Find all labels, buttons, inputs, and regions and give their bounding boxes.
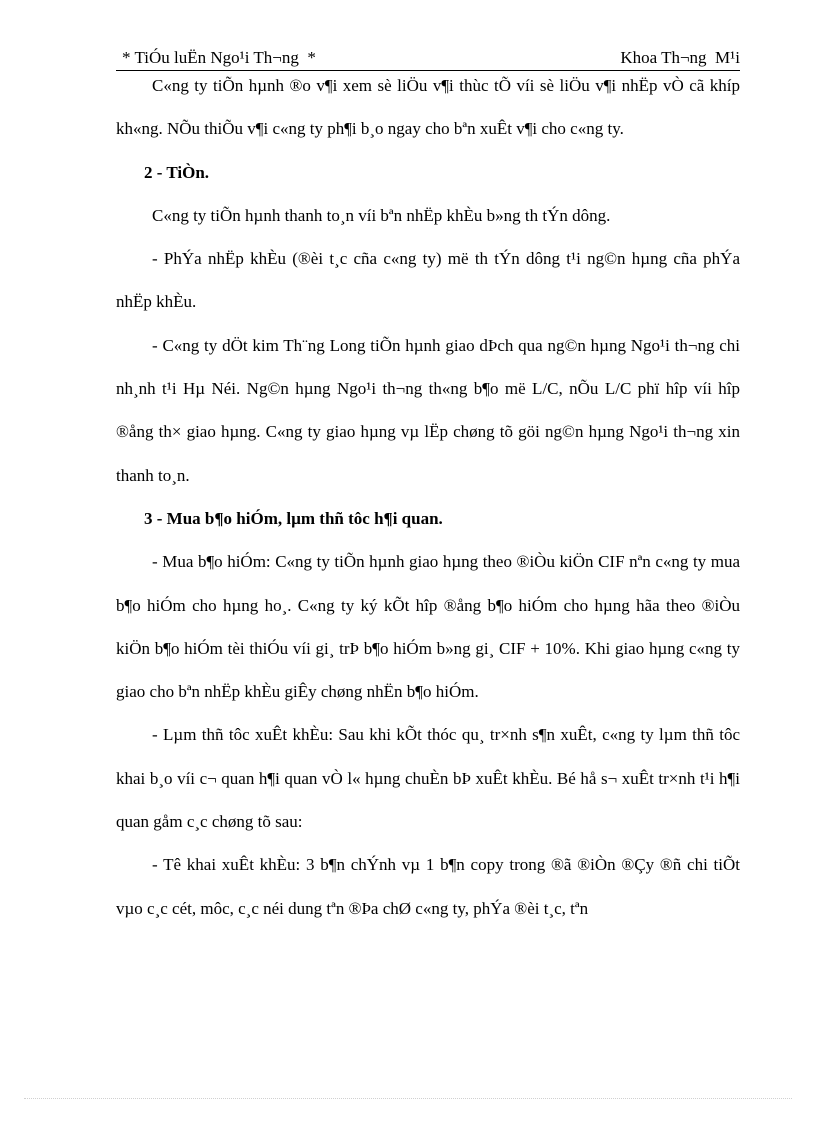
paragraph: - Mua b¶o hiÓm: C«ng ty tiÕn hµnh giao hµng theo ®iÒu kiÖn CIF nªn c«ng ty mua b¶o hiÓm cho hµng ho¸. C«ng ty ký kÕt hîp ®ång b¶o hiÓm cho hµng hãa theo ®iÒu kiÖn b¶o hiÓm tèi thiÓu víi gi¸ trÞ b¶o hiÓm b»ng gi¸ CIF + 10%. Khi giao hµng c«ng ty giao cho bªn nhËp khÈu giÊy chøng nhËn b¶o hiÓm. <box>116 552 740 702</box>
paragraph: C«ng ty tiÕn hµnh ®o v¶i xem sè liÖu v¶i thùc tÕ víi sè liÖu v¶i nhËp vÒ cã khíp kh«ng. NÕu thiÕu v¶i c«ng ty ph¶i b¸o ngay cho bªn xuÊt v¶i cho c«ng ty. <box>116 76 740 139</box>
paragraph: C«ng ty tiÕn hµnh thanh to¸n víi bªn nhËp khÈu b»ng th tÝn dông. <box>152 205 611 225</box>
section-heading: 2 - TiÒn. <box>144 162 210 182</box>
paragraph: - Tê khai xuÊt khÈu: 3 b¶n chÝnh vµ 1 b¶n copy trong ®ã ®iÒn ®Çy ®ñ chi tiÕt vµo c¸c cét, môc, c¸c néi dung tªn ®Þa chØ c«ng ty, phÝa ®èi t¸c, tªn <box>116 855 740 918</box>
section-heading: 3 - Mua b¶o hiÓm, lµm thñ tôc h¶i quan. <box>144 508 443 528</box>
header-right-title: Khoa Th¬ng M¹i <box>620 48 740 67</box>
document-body <box>116 64 740 930</box>
header-left-title: * TiÓu luËn Ngo¹i Th¬ng * <box>122 48 316 67</box>
page-bottom-rule <box>24 1098 792 1099</box>
paragraph: - C«ng ty dÖt kim Th¨ng Long tiÕn hµnh giao dÞch qua ng©n hµng Ngo¹i th¬ng chi nh¸nh t¹i Hµ Néi. Ng©n hµng Ngo¹i th¬ng th«ng b¶o më L/C, nÕu L/C phï hîp víi hîp ®ång th× giao hµng. C«ng ty giao hµng vµ lËp chøng tõ göi ng©n hµng Ngo¹i th¬ng xin thanh to¸n. <box>116 335 740 485</box>
paragraph: - PhÝa nhËp khÈu (®èi t¸c cña c«ng ty) më th tÝn dông t¹i ng©n hµng cña phÝa nhËp khÈu. <box>116 249 740 312</box>
paragraph: - Lµm thñ tôc xuÊt khÈu: Sau khi kÕt thóc qu¸ tr×nh s¶n xuÊt, c«ng ty lµm thñ tôc khai b¸o víi c¬ quan h¶i quan vÒ l« hµng chuÈn bÞ xuÊt khÈu. Bé hå s¬ xuÊt tr×nh t¹i h¶i quan gåm c¸c chøng tõ sau: <box>116 725 740 832</box>
